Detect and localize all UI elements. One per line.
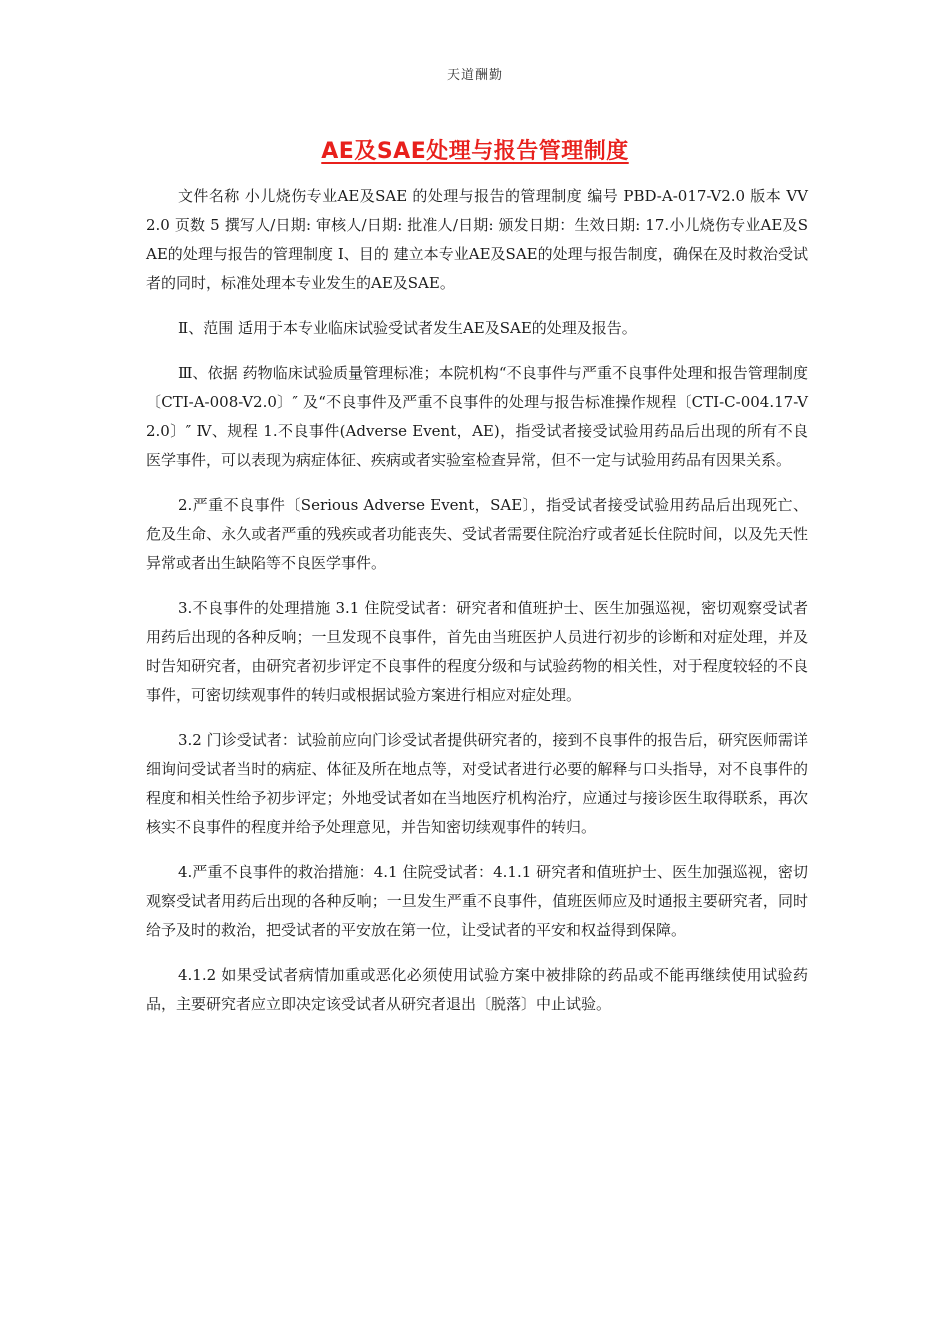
running-header: 天道酬勤 (446, 68, 503, 83)
document-body (146, 182, 808, 1035)
paragraph-sae-inpatient-treatment: 4.严重不良事件的救治措施：4.1 住院受试者：4.1.1 研究者和值班护士、医生加强巡视，密切观察受试者用药后出现的各种反响；一旦发生严重不良事件，值班医师应及时通报主要研究者，同时给予及时的救治，把受试者的平安放在第一位，让受试者的平安和权益得到保障。 (146, 863, 808, 939)
paragraph-sae-definition: 2.严重不良事件〔Serious Adverse Event，SAE〕，指受试者接受试验用药品后出现死亡、危及生命、永久或者严重的残疾或者功能丧失、受试者需要住院治疗或者延长住院时间，以及先天性异常或者出生缺陷等不良医学事件。 (146, 496, 808, 572)
paragraph-scope: Ⅱ、范围 适用于本专业临床试验受试者发生AE及SAE的处理及报告。 (178, 319, 637, 337)
paragraph-sae-withdrawal: 4.1.2 如果受试者病情加重或恶化必须使用试验方案中被排除的药品或不能再继续使用试验药品，主要研究者应立即决定该受试者从研究者退出〔脱落〕中止试验。 (146, 966, 808, 1013)
paragraph-file-info-purpose: 文件名称 小儿烧伤专业AE及SAE 的处理与报告的管理制度 编号 PBD-A-017-V2.0 版本 VV2.0 页数 5 撰写人/日期: 审核人/日期: 批准人/日期: 颁发日期：生效日期: 17.小儿烧伤专业AE及SAE的处理与报告的管理制度 Ⅰ、目的 建立本专业AE及SAE的处理与报告制度，确保在及时救治受试者的同时，标准处理本专业发生的AE及SAE。 (146, 187, 808, 292)
paragraph-ae-inpatient-handling: 3.不良事件的处理措施 3.1 住院受试者：研究者和值班护士、医生加强巡视，密切观察受试者用药后出现的各种反响；一旦发现不良事件，首先由当班医护人员进行初步的诊断和对症处理，并及时告知研究者，由研究者初步评定不良事件的程度分级和与试验药物的相关性，对于程度较轻的不良事件，可密切续观事件的转归或根据试验方案进行相应对症处理。 (146, 599, 808, 704)
document-title: AE及SAE处理与报告管理制度 (321, 139, 629, 164)
paragraph-ae-outpatient-handling: 3.2 门诊受试者：试验前应向门诊受试者提供研究者的，接到不良事件的报告后，研究医师需详细询问受试者当时的病症、体征及所在地点等，对受试者进行必要的解释与口头指导，对不良事件的程度和相关性给予初步评定；外地受试者如在当地医疗机构治疗，应通过与接诊医生取得联系，再次核实不良事件的程度并给予处理意见，并告知密切续观事件的转归。 (146, 731, 808, 836)
paragraph-basis-and-ae-definition: Ⅲ、依据 药物临床试验质量管理标准；本院机构“不良事件与严重不良事件处理和报告管理制度〔CTI-A-008-V2.0〕″ 及“不良事件及严重不良事件的处理与报告标准操作规程〔CTI-C-004.17-V2.0〕″ Ⅳ、规程 1.不良事件(Adverse Event，AE)，指受试者接受试验用药品后出现的所有不良医学事件，可以表现为病症体征、疾病或者实验室检查异常，但不一定与试验用药品有因果关系。 (146, 364, 808, 469)
